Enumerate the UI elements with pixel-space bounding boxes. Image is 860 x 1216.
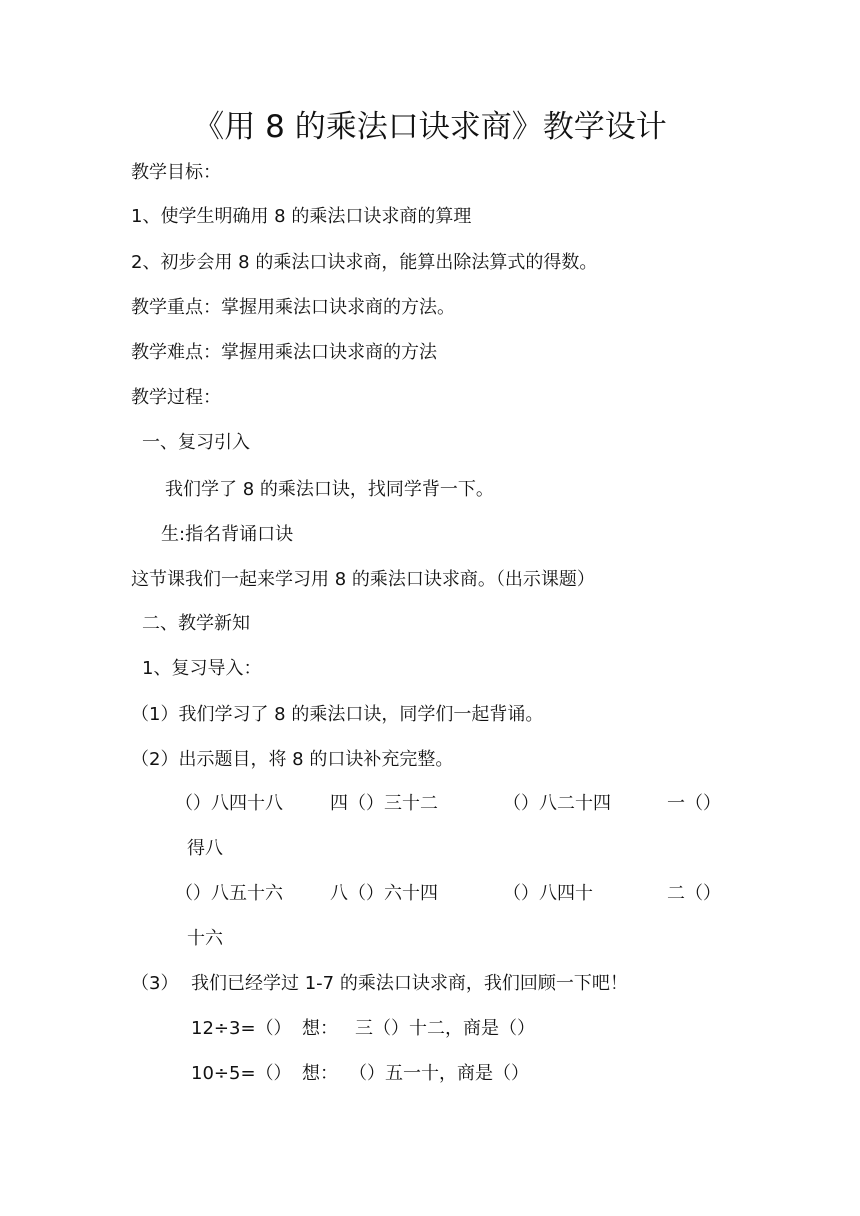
part-2-item-1: （1）我们学习了 8 的乘法口诀，同学们一起背诵。: [131, 704, 544, 725]
blank-cell: （）八五十六: [175, 883, 283, 904]
blank-cell-wrap: 得八: [187, 838, 223, 859]
blank-cell: 一（）: [667, 793, 721, 814]
process-heading: 教学过程：: [131, 387, 221, 408]
blank-cell: 八（）六十四: [330, 883, 438, 904]
part-2-heading: 二、教学新知: [142, 613, 250, 634]
part-1-line-3: 这节课我们一起来学习用 8 的乘法口诀求商。（出示课题）: [131, 569, 595, 590]
example-think-label: 想：: [302, 1063, 338, 1084]
example-hint: （）五一十，商是（）: [349, 1063, 529, 1084]
blank-cell: （）八四十八: [175, 793, 283, 814]
difficult-point: 教学难点：掌握用乘法口诀求商的方法: [131, 342, 437, 363]
blank-cell: （）八二十四: [503, 793, 611, 814]
part-2-item-2: （2）出示题目，将 8 的口诀补充完整。: [131, 749, 454, 770]
document-title: 《用 8 的乘法口诀求商》教学设计: [193, 109, 667, 145]
goals-heading: 教学目标：: [131, 162, 221, 183]
part-1-line-2: 生:指名背诵口诀: [161, 524, 294, 545]
part-1-line-1: 我们学了 8 的乘法口诀，找同学背一下。: [165, 479, 494, 500]
example-hint: 三（）十二，商是（）: [355, 1018, 535, 1039]
goal-1: 1、使学生明确用 8 的乘法口诀求商的算理: [131, 206, 472, 227]
example-equation: 10÷5=（）: [191, 1063, 292, 1084]
blank-cell-wrap: 十六: [187, 928, 223, 949]
part-2-item-3-number: （3）: [131, 973, 179, 994]
key-point: 教学重点：掌握用乘法口诀求商的方法。: [131, 297, 455, 318]
blank-cell: （）八四十: [503, 883, 593, 904]
part-2-sub-1: 1、复习导入：: [142, 658, 262, 679]
example-equation: 12÷3=（）: [191, 1018, 292, 1039]
blank-cell: 四（）三十二: [330, 793, 438, 814]
goal-2: 2、初步会用 8 的乘法口诀求商，能算出除法算式的得数。: [131, 252, 598, 273]
example-think-label: 想：: [302, 1018, 338, 1039]
part-2-item-3-text: 我们已经学过 1-7 的乘法口诀求商，我们回顾一下吧！: [191, 973, 628, 994]
blank-cell: 二（）: [667, 883, 721, 904]
part-1-heading: 一、复习引入: [142, 432, 250, 453]
